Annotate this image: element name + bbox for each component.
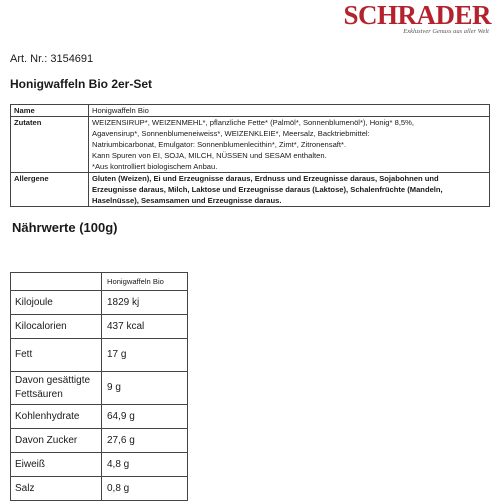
info-row-ingredients bbox=[11, 117, 490, 173]
product-title: Honigwaffeln Bio 2er-Set bbox=[10, 77, 153, 91]
nutrition-row bbox=[11, 477, 188, 501]
brand-logo bbox=[341, 0, 491, 40]
nutrition-row bbox=[11, 405, 188, 429]
nutrient-label: Davon gesättigte Fettsäuren bbox=[11, 372, 102, 405]
ingredients-line: Natriumbicarbonat, Emulgator: Sonnenblumenlecithin*, Zimt*, Zitronensaft*. bbox=[92, 140, 347, 149]
nutrient-label: Kilocalorien bbox=[11, 315, 102, 339]
nutrition-row bbox=[11, 453, 188, 477]
allergens-line: Erzeugnisse daraus, Milch, Laktose und Erzeugnisse daraus (Laktose), Schalenfrüchte (Mandeln, bbox=[92, 185, 443, 194]
nutrition-row bbox=[11, 372, 188, 405]
info-label: Zutaten bbox=[11, 117, 89, 173]
article-number: Art. Nr.: 3154691 bbox=[10, 53, 94, 65]
nutrient-value: 17 g bbox=[102, 339, 188, 372]
ingredients-line: WEIZENSIRUP*, WEIZENMEHL*, pflanzliche Fette* (Palmöl*, Sonnenblumenöl*), Honig* 8,5%, bbox=[92, 118, 415, 127]
info-label: Allergene bbox=[11, 173, 89, 207]
allergens-line: Gluten (Weizen), Ei und Erzeugnisse daraus, Erdnuss und Erzeugnisse daraus, Sojabohnen und bbox=[92, 174, 439, 183]
nutrient-value: 1829 kj bbox=[102, 291, 188, 315]
nutrient-label: Fett bbox=[11, 339, 102, 372]
nutrient-value: 437 kcal bbox=[102, 315, 188, 339]
nutrient-value: 64,9 g bbox=[102, 405, 188, 429]
nutrient-value: 0,8 g bbox=[102, 477, 188, 501]
nutrient-label: Salz bbox=[11, 477, 102, 501]
nutrient-value: 27,6 g bbox=[102, 429, 188, 453]
ingredients-line: Kann Spuren von EI, SOJA, MILCH, NÜSSEN und SESAM enthalten. bbox=[92, 151, 327, 160]
nutrition-table bbox=[10, 272, 188, 501]
allergens-text bbox=[89, 173, 490, 207]
info-label: Name bbox=[11, 105, 89, 117]
nutrient-value: 4,8 g bbox=[102, 453, 188, 477]
brand-tagline: Exklusiver Genuss aus aller Welt bbox=[403, 28, 489, 35]
info-row-allergens bbox=[11, 173, 490, 207]
ingredients-text bbox=[89, 117, 490, 173]
nutrient-label: Eiweiß bbox=[11, 453, 102, 477]
nutrient-label: Kilojoule bbox=[11, 291, 102, 315]
nutrient-label: Davon Zucker bbox=[11, 429, 102, 453]
ingredients-line: Agavensirup*, Sonnenblumeneiweiss*, WEIZENKLEIE*, Meersalz, Backtriebmittel: bbox=[92, 129, 370, 138]
ingredients-line: *Aus kontrolliert biologischem Anbau. bbox=[92, 162, 218, 171]
nutrition-row bbox=[11, 339, 188, 372]
info-value: Honigwaffeln Bio bbox=[89, 105, 490, 117]
nutrient-value: 9 g bbox=[102, 372, 188, 405]
nutrition-header-row bbox=[11, 273, 188, 291]
brand-name: SCHRADER bbox=[343, 0, 491, 30]
allergens-line: Haselnüsse), Sesamsamen und Erzeugnisse daraus. bbox=[92, 196, 282, 205]
product-info-table bbox=[10, 104, 490, 207]
info-row-name bbox=[11, 105, 490, 117]
nutrition-row bbox=[11, 291, 188, 315]
nutrient-label: Kohlenhydrate bbox=[11, 405, 102, 429]
nutrition-heading: Nährwerte (100g) bbox=[12, 220, 118, 235]
nutrition-row bbox=[11, 429, 188, 453]
nutrition-row bbox=[11, 315, 188, 339]
nutrition-column-header: Honigwaffeln Bio bbox=[102, 273, 188, 291]
